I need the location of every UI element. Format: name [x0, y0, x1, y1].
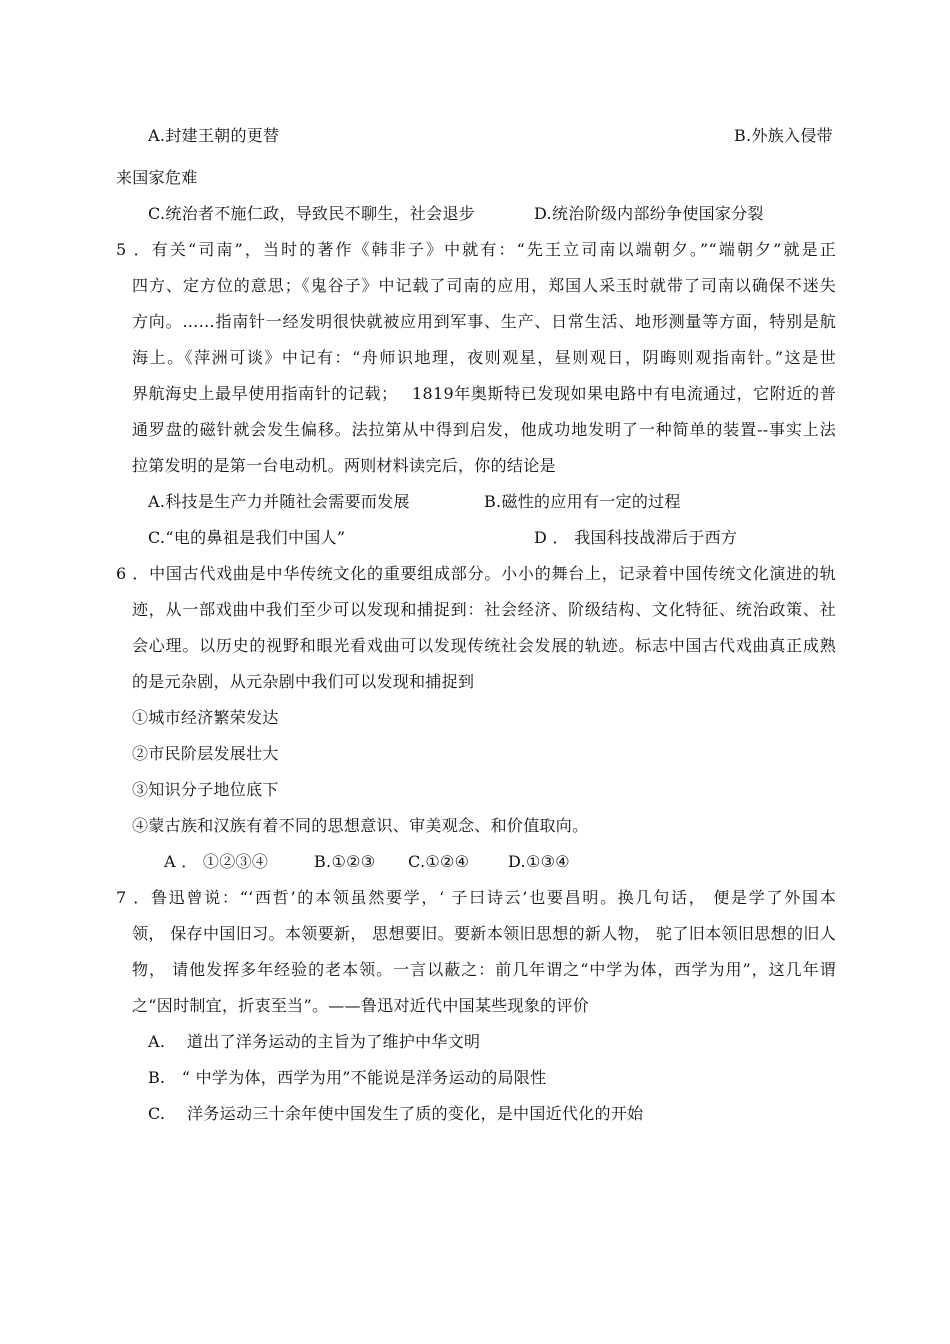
q6-option-d: D.①③④ [508, 852, 570, 871]
q6-statement: ①城市经济繁荣发达 [132, 708, 279, 727]
q6-statement: ②市民阶层发展壮大 [132, 744, 279, 763]
q6-stem-line: 的是元杂剧，从元杂剧中我们可以发现和捕捉到 [132, 672, 475, 691]
q5-option-b: B.磁性的应用有一定的过程 [484, 492, 681, 511]
q7-option-c: C. 洋务运动三十余年使中国发生了质的变化，是中国近代化的开始 [148, 1104, 644, 1123]
q7-stem-line: 之“因时制宜，折衷至当”。——鲁迅对近代中国某些现象的评价 [132, 996, 590, 1015]
q7-option-b: B. “ 中学为体，西学为用”不能说是洋务运动的局限性 [148, 1068, 547, 1087]
q4-option-a: A.封建王朝的更替 [148, 126, 280, 145]
q6-option-c: C.①②④ [408, 852, 470, 871]
q6-option-a: A ． ①②③④ [164, 852, 269, 871]
q7-option-a: A. 道出了洋务运动的主旨为了维护中华文明 [148, 1032, 481, 1051]
q5-option-a: A.科技是生产力并随社会需要而发展 [148, 492, 410, 511]
q6-statement: ③知识分子地位底下 [132, 780, 279, 799]
q5-stem-line: 海上。《萍洲可谈》中记有：“舟师识地理，夜则观星，昼则观日，阴晦则观指南针。”这是世 [132, 348, 836, 367]
q4-option-d: D.统治阶级内部纷争使国家分裂 [534, 204, 764, 223]
q6-stem-line: 6 ．中国古代戏曲是中华传统文化的重要组成部分。小小的舞台上，记录着中国传统文化演进的轨 [116, 564, 836, 583]
q6-statement: ④蒙古族和汉族有着不同的思想意识、审美观念、和价值取向。 [132, 816, 589, 835]
q5-option-c: C.“电的鼻祖是我们中国人” [148, 528, 346, 547]
q7-stem-line: 物， 请他发挥多年经验的老本领。一言以蔽之：前几年谓之“中学为体，西学为用”，这几年谓 [132, 960, 836, 979]
q7-stem-line: 7 ．鲁迅曾说：“‘西哲’的本领虽然要学，‘ 子曰诗云’也要昌明。换几句话， 便是学了外国本 [116, 888, 836, 907]
q4-option-c: C.统治者不施仁政，导致民不聊生，社会退步 [148, 204, 476, 223]
q6-stem-line: 会心理。以历史的视野和眼光看戏曲可以发现传统社会发展的轨迹。标志中国古代戏曲真正成熟 [132, 636, 836, 655]
q7-stem-line: 领， 保存中国旧习。本领要新， 思想要旧。要新本领旧思想的新人物， 驼了旧本领旧思想的旧人 [132, 924, 836, 943]
q5-stem-line: 5 ．有关“司南”，当时的著作《韩非子》中就有：“先王立司南以端朝夕。”“端朝夕”就是正 [116, 240, 836, 259]
q5-stem-line: 通罗盘的磁针就会发生偏移。法拉第从中得到启发，他成功地发明了一种简单的装置--事实上法 [132, 420, 836, 439]
q6-option-b: B.①②③ [314, 852, 376, 871]
q6-stem-line: 迹，从一部戏曲中我们至少可以发现和捕捉到：社会经济、阶级结构、文化特征、统治政策、社 [132, 600, 836, 619]
q5-stem-line: 拉第发明的是第一台电动机。两则材料读完后，你的结论是 [132, 456, 556, 475]
q4-option-b-continued: 来国家危难 [116, 168, 198, 187]
q5-stem-line: 四方、定方位的意思；《鬼谷子》中记载了司南的应用，郑国人采玉时就带了司南以确保不迷失 [132, 276, 836, 295]
q4-option-b: B.外族入侵带 [734, 126, 833, 145]
q5-option-d: D ． 我国科技战滞后于西方 [534, 528, 738, 547]
q5-stem-line: 方向。……指南针一经发明很快就被应用到军事、生产、日常生活、地形测量等方面，特别是航 [132, 312, 836, 331]
q5-stem-line: 界航海史上最早使用指南针的记载； 1819年奥斯特已发现如果电路中有电流通过，它附近的普 [132, 384, 836, 403]
